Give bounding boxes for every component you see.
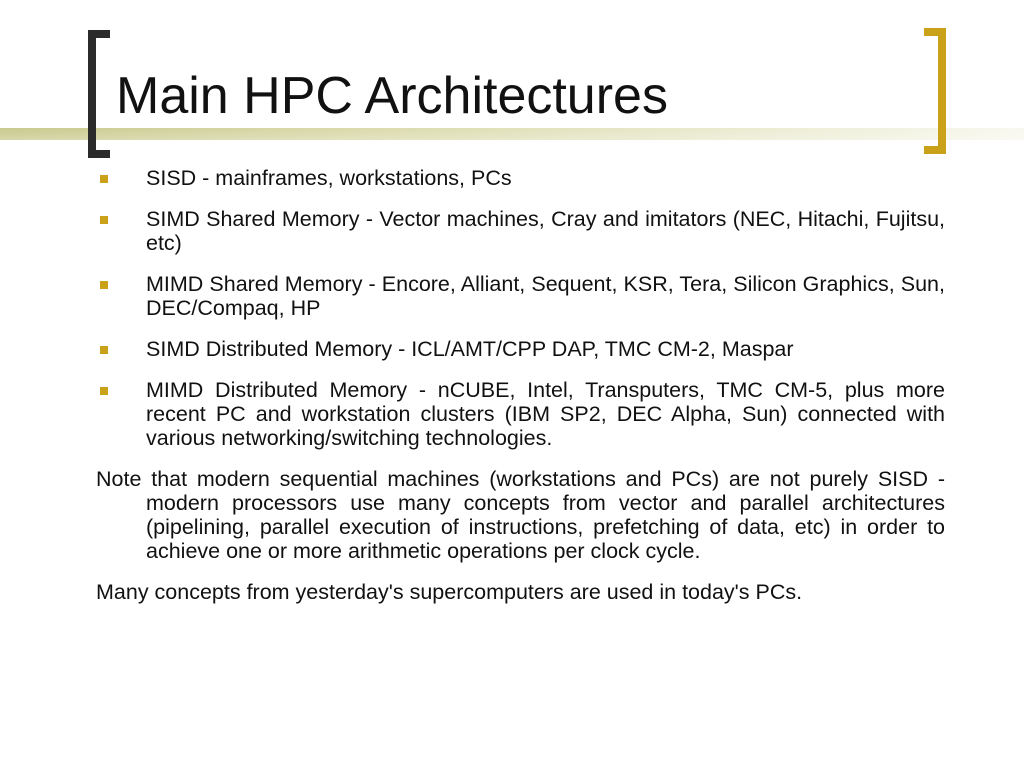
square-bullet-icon [100, 346, 108, 354]
slide-content [96, 166, 945, 621]
bullet-item-simd-shared [96, 207, 945, 255]
square-bullet-icon [100, 216, 108, 224]
square-bullet-icon [100, 281, 108, 289]
bullet-text: MIMD Distributed Memory - nCUBE, Intel, Transputers, TMC CM-5, plus more recent PC and workstation clusters (IBM SP2, DEC Alpha, Sun) connected with various networking/switching technologies. [146, 378, 945, 450]
bullet-text: SIMD Shared Memory - Vector machines, Cray and imitators (NEC, Hitachi, Fujitsu, etc) [146, 207, 945, 255]
bullet-item-sisd [96, 166, 945, 190]
right-bracket-decoration [924, 28, 946, 154]
square-bullet-icon [100, 175, 108, 183]
bullet-text: SISD - mainframes, workstations, PCs [146, 166, 512, 190]
note-paragraph-sequential: Note that modern sequential machines (workstations and PCs) are not purely SISD - modern processors use many concepts from vector and parallel architectures (pipelining, parallel execution of instructions, prefetching of data, etc) in order to achieve one or more arithmetic operations per clock cycle. [96, 467, 945, 563]
bullet-text: SIMD Distributed Memory - ICL/AMT/CPP DAP, TMC CM-2, Maspar [146, 337, 794, 361]
square-bullet-icon [100, 387, 108, 395]
note-paragraph-supercomputers: Many concepts from yesterday's supercomputers are used in today's PCs. [96, 580, 803, 604]
title-band-fade-decoration [0, 128, 1024, 140]
bullet-item-mimd-shared [96, 272, 945, 320]
bullet-text: MIMD Shared Memory - Encore, Alliant, Sequent, KSR, Tera, Silicon Graphics, Sun, DEC/Compaq, HP [146, 272, 945, 320]
left-bracket-decoration [88, 30, 110, 158]
bullet-list [96, 166, 945, 450]
bullet-item-simd-distributed [96, 337, 945, 361]
slide-title: Main HPC Architectures [116, 67, 668, 125]
bullet-item-mimd-distributed [96, 378, 945, 450]
